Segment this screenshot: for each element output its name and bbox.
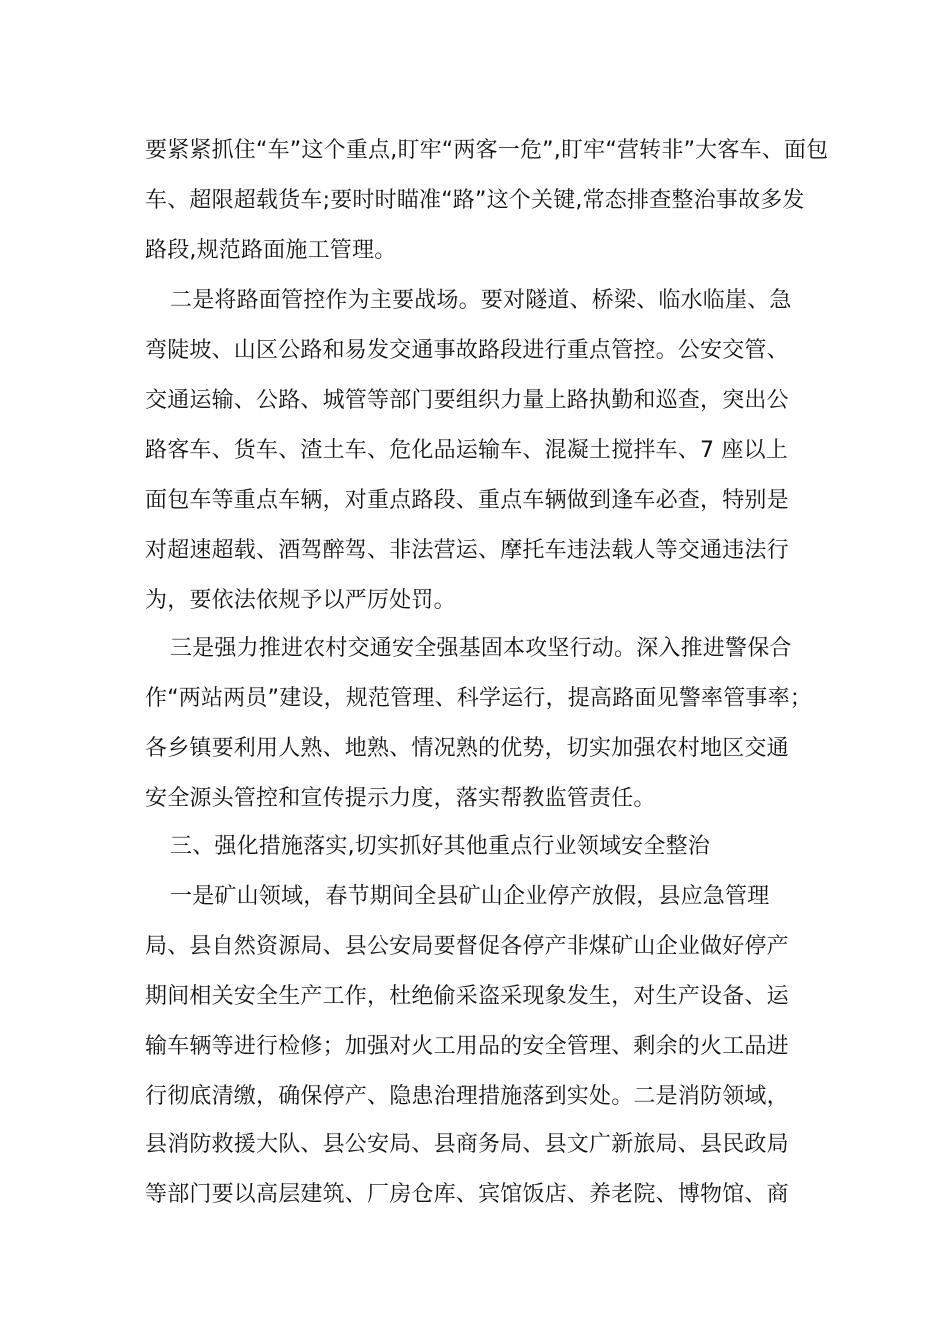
text-line: 对超速超载、酒驾醉驾、非法营运、摩托车违法载人等交通违法行 bbox=[145, 538, 789, 563]
text-line: 各乡镇要利用人熟、地熟、情况熟的优势，切实加强农村地区交通 bbox=[145, 736, 789, 761]
text-line: 为，要依法依规予以严厉处罚。 bbox=[145, 588, 456, 613]
text-line: 路段,规范路面施工管理。 bbox=[145, 238, 397, 263]
text-line: 路客车、货车、渣土车、危化品运输车、混凝土搅拌车、7 座以上 bbox=[145, 438, 788, 463]
text-line: 输车辆等进行检修；加强对火工用品的安全管理、剩余的火工品进 bbox=[145, 1034, 789, 1059]
section-heading: 三、强化措施落实,切实抓好其他重点行业领域安全整治 bbox=[170, 834, 710, 859]
text-line: 期间相关安全生产工作，杜绝偷采盗采现象发生，对生产设备、运 bbox=[145, 984, 789, 1009]
text-line: 要紧紧抓住“车”这个重点,盯牢“两客一危”,盯牢“营转非”大客车、面包 bbox=[145, 138, 829, 163]
text-line: 面包车等重点车辆，对重点路段、重点车辆做到逢车必查，特别是 bbox=[145, 488, 789, 513]
text-line: 弯陡坡、山区公路和易发交通事故路段进行重点管控。公安交管、 bbox=[145, 338, 789, 363]
text-line: 行彻底清缴，确保停产、隐患治理措施落到实处。二是消防领域， bbox=[145, 1084, 789, 1109]
text-line: 安全源头管控和宣传提示力度，落实帮教监管责任。 bbox=[145, 786, 656, 811]
text-line: 车、超限超载货车;要时时瞄准“路”这个关键,常态排查整治事故多发 bbox=[145, 188, 805, 213]
text-line: 等部门要以高层建筑、厂房仓库、宾馆饭店、养老院、博物馆、商 bbox=[145, 1182, 789, 1207]
text-line: 三是强力推进农村交通安全强基固本攻坚行动。深入推进警保合 bbox=[170, 636, 792, 661]
text-line: 县消防救援大队、县公安局、县商务局、县文广新旅局、县民政局 bbox=[145, 1132, 789, 1157]
text-line: 作“两站两员”建设，规范管理、科学运行，提高路面见警率管事率； bbox=[145, 686, 812, 711]
text-line: 局、县自然资源局、县公安局要督促各停产非煤矿山企业做好停产 bbox=[145, 934, 789, 959]
text-line: 交通运输、公路、城管等部门要组织力量上路执勤和巡查，突出公 bbox=[145, 388, 789, 413]
text-line: 二是将路面管控作为主要战场。要对隧道、桥梁、临水临崖、急 bbox=[170, 288, 792, 313]
text-line: 一是矿山领域，春节期间全县矿山企业停产放假，县应急管理 bbox=[170, 884, 770, 909]
